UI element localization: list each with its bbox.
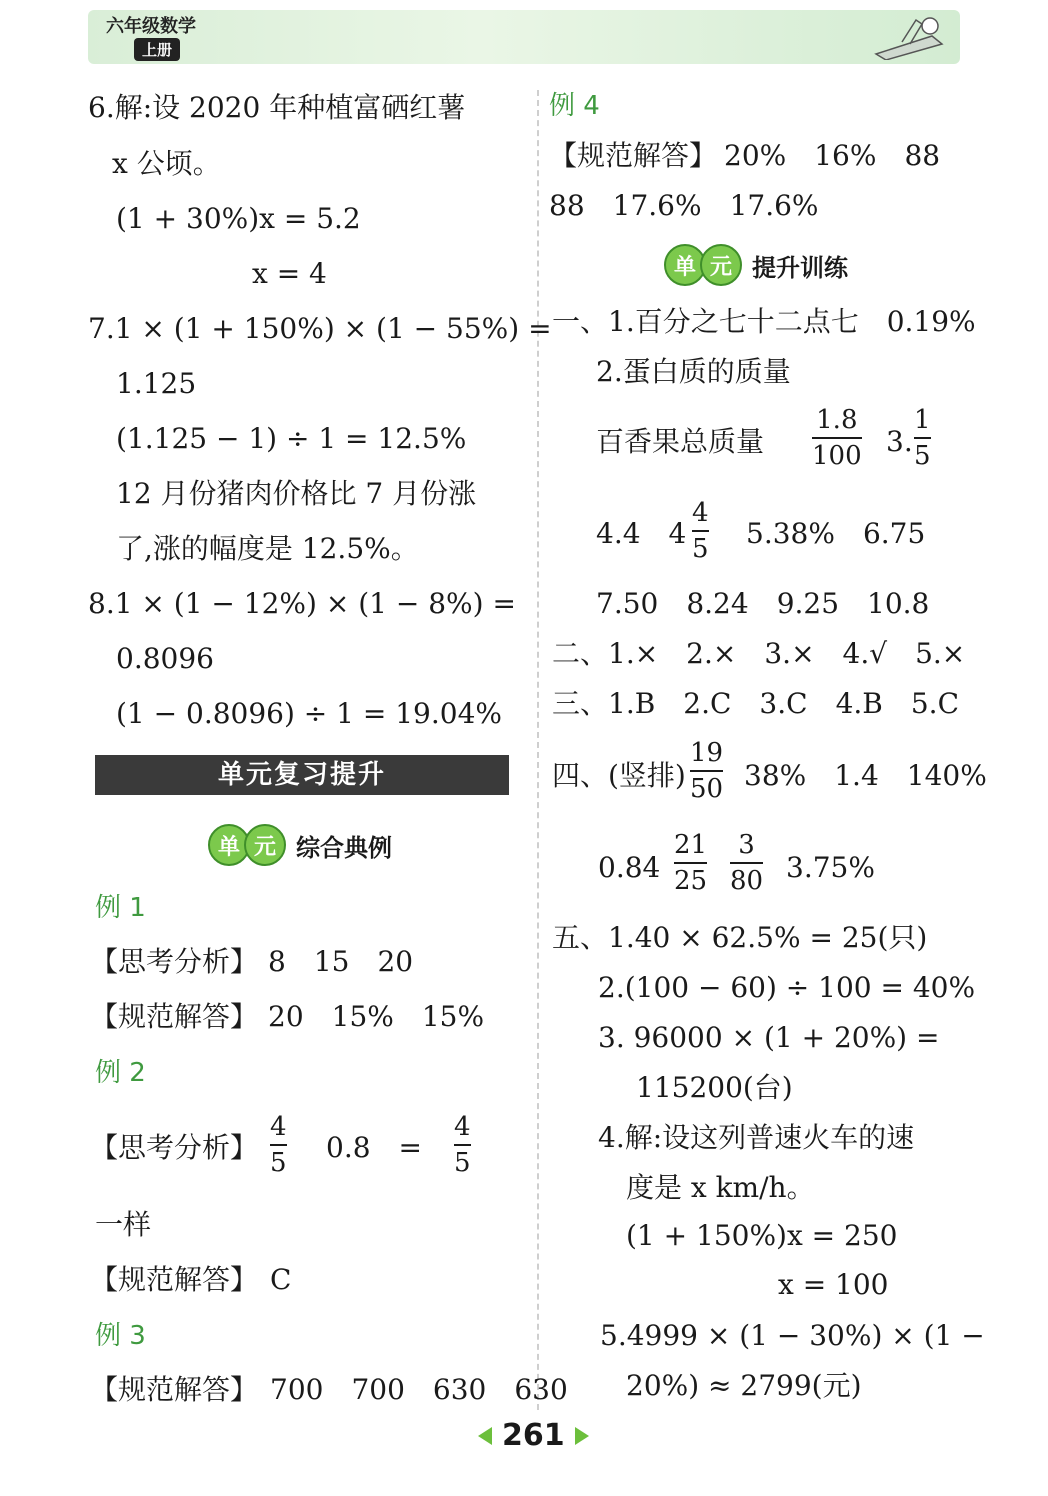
denominator: 5 — [692, 534, 709, 564]
q7-line4: 12 月份猪肉价格比 7 月份涨 — [116, 477, 477, 510]
ex3-answer-value: 700 700 630 630 — [270, 1373, 568, 1406]
review-section-title: 单元复习提升 — [95, 755, 509, 795]
badge-char-1: 单 — [664, 244, 706, 286]
s2-line: 二、1.× 2.× 3.× 4.√ 5.× — [552, 637, 966, 670]
s5-line9: 5.4999 × (1 − 30%) × (1 − — [600, 1319, 985, 1352]
badge-char-1: 单 — [208, 824, 250, 866]
s4-fraction-2 — [674, 830, 707, 896]
ex4-answer-line2: 88 17.6% 17.6% — [549, 189, 819, 222]
ex3-title: 例 3 — [95, 1321, 146, 1351]
header-band — [88, 10, 960, 64]
s3-line: 三、1.B 2.C 3.C 4.B 5.C — [552, 687, 959, 720]
ex2-analysis-label: 【思考分析】 — [90, 1131, 259, 1164]
q8-line1: 8.1 × (1 − 12%) × (1 − 8%) = — [88, 587, 516, 620]
denominator: 80 — [730, 866, 764, 896]
numerator: 1.8 — [816, 405, 858, 435]
s4-value-percent: 3.75% — [786, 851, 875, 884]
numerator: 4 — [270, 1112, 287, 1142]
ex2-title: 例 2 — [95, 1058, 146, 1088]
s5-line6: 度是 x km/h。 — [626, 1171, 815, 1204]
q7-line2: 1.125 — [116, 367, 197, 400]
book-title: 六年级数学 — [106, 16, 196, 37]
q7-line3: (1.125 − 1) ÷ 1 = 12.5% — [116, 422, 467, 455]
s4-fraction-3 — [730, 830, 763, 896]
q7-line5: 了,涨的幅度是 12.5%。 — [116, 532, 419, 565]
s1-fraction-1 — [812, 405, 862, 471]
s1-fraction-2 — [914, 405, 931, 471]
numerator: 19 — [690, 738, 724, 768]
q7-line1: 7.1 × (1 + 150%) × (1 − 55%) = — [88, 312, 552, 345]
s5-line7: (1 + 150%)x = 250 — [626, 1219, 898, 1252]
arrow-left-icon — [478, 1427, 492, 1445]
badge-char-2: 元 — [244, 824, 286, 866]
ex1-analysis-value: 8 15 20 — [268, 945, 414, 978]
denominator: 5 — [270, 1148, 287, 1178]
denominator: 5 — [454, 1148, 471, 1178]
ex2-answer-label: 【规范解答】 — [90, 1263, 259, 1296]
numerator: 1 — [914, 405, 931, 435]
badge-char-2: 元 — [700, 244, 742, 286]
ex4-answer-label: 【规范解答】 — [549, 139, 718, 172]
q6-line1: 6.解:设 2020 年种植富硒红薯 — [88, 91, 466, 124]
decoration-illustration-icon — [872, 14, 948, 60]
denominator: 25 — [674, 866, 708, 896]
s1-line2: 2.蛋白质的质量 — [596, 355, 791, 388]
q6-line4: x = 4 — [252, 257, 327, 290]
page-number-text: 261 — [502, 1418, 565, 1453]
s5-line5: 4.解:设这列普速火车的速 — [598, 1121, 915, 1154]
numerator: 4 — [692, 498, 709, 528]
column-divider — [537, 90, 539, 1410]
ex4-answer-value: 20% 16% 88 — [724, 139, 941, 172]
s5-line1: 五、1.40 × 62.5% = 25(只) — [552, 921, 928, 954]
page-number — [478, 1418, 589, 1453]
s1-line5: 7.50 8.24 9.25 10.8 — [596, 587, 930, 620]
numerator: 21 — [674, 830, 708, 860]
s5-line4: 115200(台) — [636, 1071, 793, 1104]
s5-line10: 20%) ≈ 2799(元) — [626, 1369, 862, 1402]
unit-badge-examples — [208, 824, 392, 866]
s5-line2: 2.(100 − 60) ÷ 100 = 40% — [598, 971, 976, 1004]
denominator: 50 — [690, 774, 724, 804]
s4-fraction-1 — [690, 738, 723, 804]
ex1-answer-label: 【规范解答】 — [90, 1000, 259, 1033]
badge-label: 综合典例 — [296, 833, 392, 862]
ex1-answer-value: 20 15% 15% — [268, 1000, 485, 1033]
s1-line3a: 百香果总质量 — [596, 425, 765, 458]
denominator: 100 — [812, 441, 862, 471]
numerator: 3 — [738, 830, 755, 860]
ex2-fraction-1 — [270, 1112, 287, 1178]
q6-line2: x 公顷。 — [112, 147, 221, 180]
ex4-title: 例 4 — [549, 91, 600, 121]
ex2-analysis-tail: 一样 — [95, 1208, 152, 1241]
s1-line1: 一、1.百分之七十二点七 0.19% — [552, 305, 976, 338]
badge-label: 提升训练 — [752, 253, 848, 282]
unit-badge-training — [664, 244, 848, 286]
volume-tag: 上册 — [134, 38, 180, 61]
s1-line4b: 5.38% 6.75 — [746, 517, 926, 550]
q6-line3: (1 + 30%)x = 5.2 — [116, 202, 361, 235]
q8-line2: 0.8096 — [116, 642, 214, 675]
s1-fraction-3 — [692, 498, 709, 564]
ex1-analysis-label: 【思考分析】 — [90, 945, 259, 978]
numerator: 4 — [454, 1112, 471, 1142]
ex1-title: 例 1 — [95, 893, 146, 923]
denominator: 5 — [914, 441, 931, 471]
s5-line3: 3. 96000 × (1 + 20%) = — [598, 1021, 940, 1054]
s4-label: 四、(竖排) — [552, 759, 686, 792]
ex2-fraction-2 — [454, 1112, 471, 1178]
ex2-analysis-mid: 0.8 = — [326, 1131, 422, 1164]
s1-line3b: 3. — [886, 425, 913, 458]
q8-line3: (1 − 0.8096) ÷ 1 = 19.04% — [116, 697, 502, 730]
ex2-answer-value: C — [270, 1263, 292, 1296]
s4-value-decimal: 0.84 — [598, 851, 661, 884]
arrow-right-icon — [575, 1427, 589, 1445]
s5-line8: x = 100 — [778, 1268, 889, 1301]
ex3-answer-label: 【规范解答】 — [90, 1373, 259, 1406]
s1-line4a: 4.4 4 — [596, 517, 687, 550]
s4-values: 38% 1.4 140% — [744, 759, 987, 792]
